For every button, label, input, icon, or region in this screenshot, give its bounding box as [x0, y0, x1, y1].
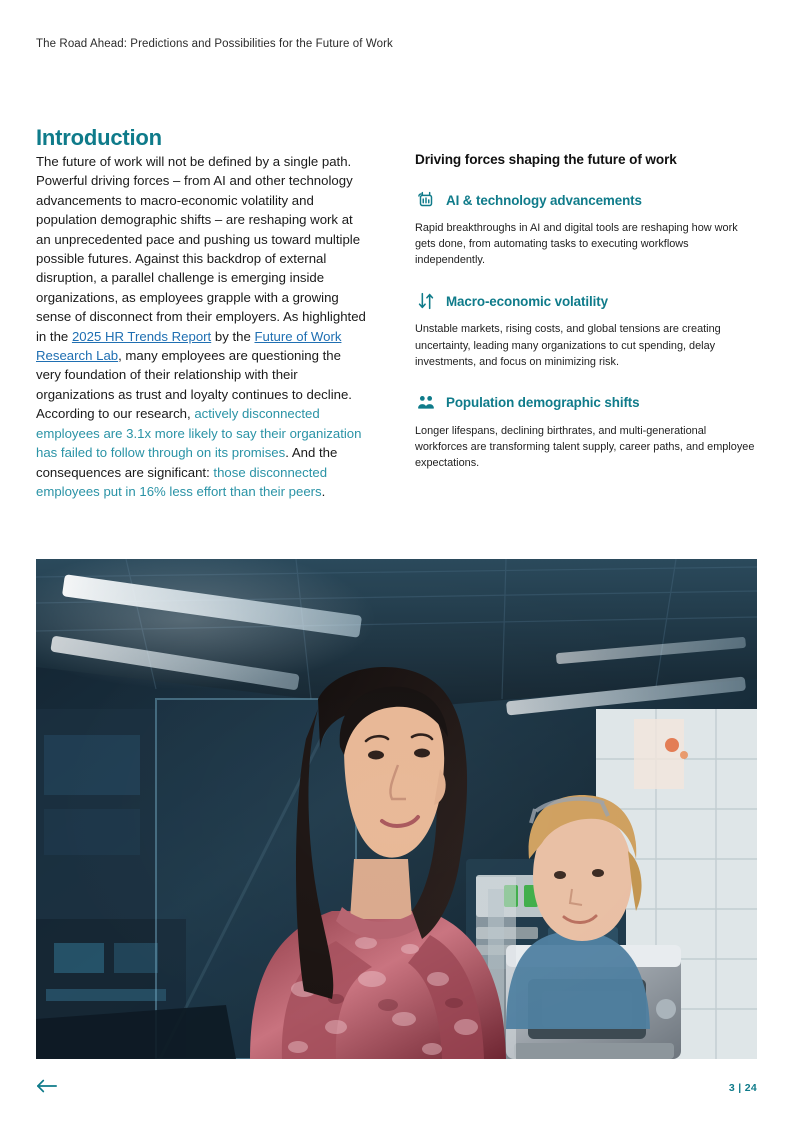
hero-photo	[36, 559, 757, 1059]
driving-force-header	[415, 290, 757, 312]
driving-force-text: Unstable markets, rising costs, and global tensions are creating uncertainty, leading many organizations to cut spending, delay investments, and focus on minimizing risk.	[415, 323, 721, 368]
intro-text-part-3: , many employees are questioning the very foundation of their relationship with their organizations as trust and loyalty continues to decline. According to our research,	[36, 348, 352, 422]
page-number: 3 | 24	[728, 1082, 757, 1094]
driving-force-item	[415, 392, 757, 471]
intro-text-part-1: The future of work will not be defined by a single path. Powerful driving forces – from AI and other technology advancements to macro-economic volatility and population demographic shifts – are reshaping work at an unprecedented pace and pushing us toward multiple possible futures. Against this backdrop of external disruption, a parallel challenge is emerging inside organizations, as employees grapple with a growing sense of disconnect from their employers. As highlighted in the	[36, 154, 366, 344]
driving-force-item	[415, 189, 757, 268]
driving-force-item	[415, 290, 757, 369]
link-future-of-work-research-lab[interactable]: Future of Work Research Lab	[36, 328, 342, 364]
ai-chip-icon	[415, 189, 437, 211]
people-group-icon	[415, 392, 437, 414]
driving-force-text: Rapid breakthroughs in AI and digital tools are reshaping how work gets done, from automating tasks to executing workflows independently.	[415, 222, 738, 267]
link-hr-trends-report[interactable]: 2025 HR Trends Report	[71, 328, 212, 344]
driving-force-header	[415, 189, 757, 211]
driving-force-title: AI & technology advancements	[446, 192, 642, 208]
driving-force-text: Longer lifespans, declining birthrates, and multi-generational workforces are transforming talent supply, career paths, and employee expectations.	[415, 424, 755, 470]
page-title: Introduction	[36, 124, 162, 150]
arrows-up-down-icon	[415, 290, 437, 312]
driving-forces-heading: Driving forces shaping the future of work	[415, 152, 677, 167]
intro-highlight-1: actively disconnected employees are 3.1x more likely to say their organization has failed to follow through on its promises	[36, 406, 362, 461]
running-header: The Road Ahead: Predictions and Possibilities for the Future of Work	[36, 38, 393, 50]
introduction-body	[36, 152, 366, 501]
intro-paragraph	[36, 152, 366, 501]
driving-force-title: Population demographic shifts	[446, 395, 640, 411]
driving-forces-panel	[415, 152, 757, 493]
intro-text-part-2: by the	[211, 328, 255, 344]
intro-text-part-4: . And the consequences are significant:	[36, 445, 338, 480]
driving-force-title: Macro-economic volatility	[446, 293, 608, 309]
arrow-left-icon[interactable]	[36, 1078, 58, 1094]
intro-text-part-5: .	[321, 483, 326, 499]
driving-force-header	[415, 392, 757, 414]
intro-highlight-2: those disconnected employees put in 16% less effort than their peers	[36, 464, 328, 499]
